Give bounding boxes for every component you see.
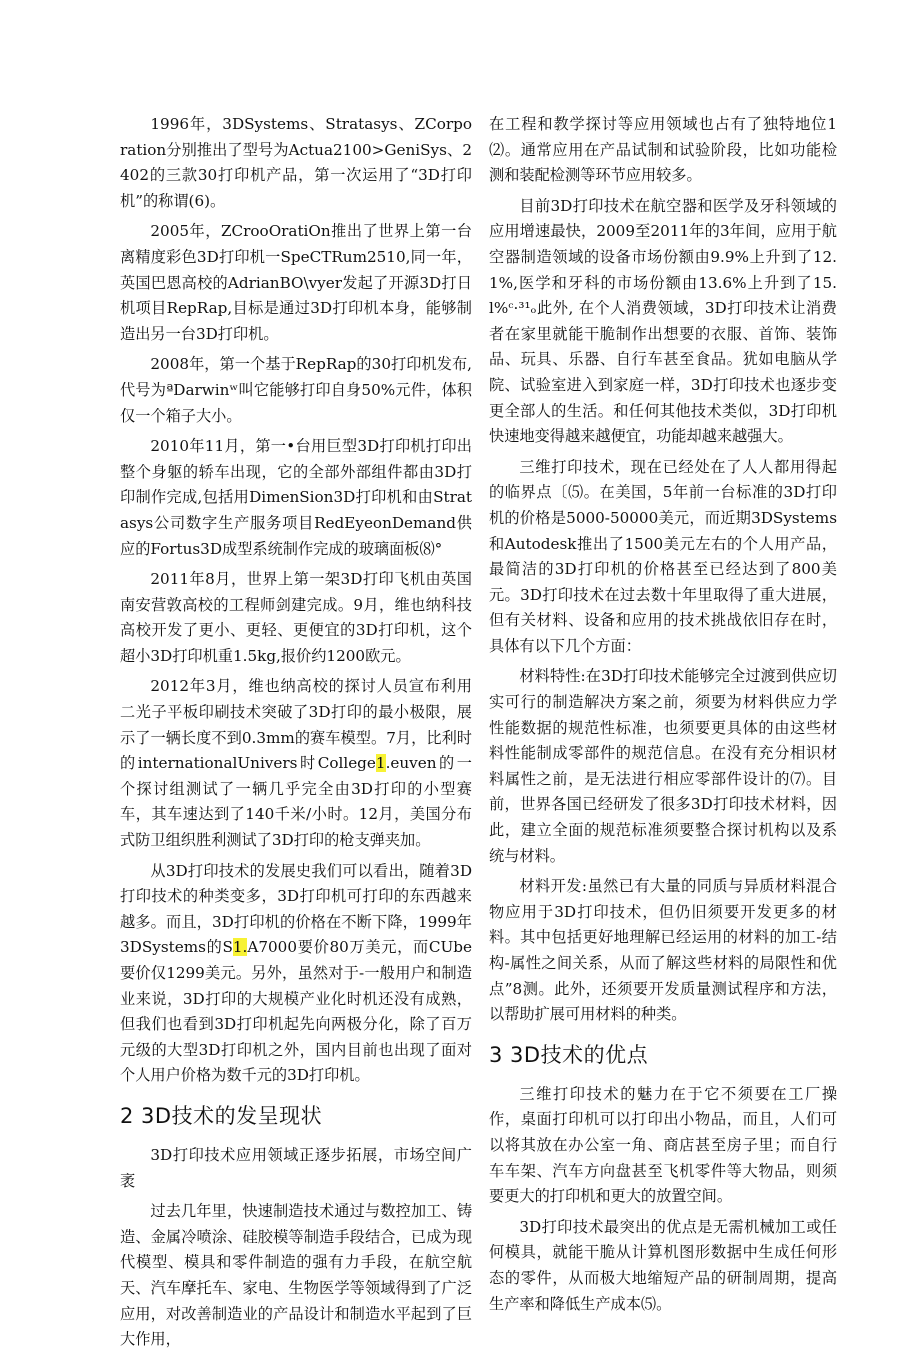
paragraph-charm: 三维打印技术的魅力在于它不须要在工厂操作，桌面打印机可以打印出小物品，而且，人们可以将其放在办公室一角、商店甚至房子里；而自行车车架、汽车方向盘甚至飞机零件等大物品，则须要更大的打印机和更大的放置空间。	[489, 1084, 837, 1206]
paragraph-history-summary	[120, 859, 472, 1089]
highlight-mark: 1	[375, 754, 386, 773]
right-column	[489, 112, 837, 1322]
section-heading-2: 2 3D技术的发呈现状	[120, 1103, 323, 1128]
section-heading-3: 3 3D技术的优点	[489, 1042, 649, 1067]
text-fragment: .euven的一个探讨组测试了一辆几乎完全由3D打印的小型赛车，其车速达到了140千米/小时。12月，美国分布式防卫组织胜利测试了3D打印的枪支弹夹加。	[120, 754, 472, 850]
paragraph-1996: 1996年，3DSystems、Stratasys、ZCorporation分别推出了型号为Actua2100>GeniSys、2402的三款30打印机产品，第一次运用了“3D打印机”的称谓(6)。	[120, 115, 472, 210]
paragraph-2012	[120, 674, 472, 853]
paragraph-material-development: 材料开发:虽然已有大量的同质与异质材料混合物应用于3D打印技术，但仍旧须要开发更多的材料。其中包括更好地理解已经运用的材料的加工-结构-属性之间关系，从而了解这些材料的局限性和优点”8测。此外，还须要开发质量测试程序和方法，以帮助扩展可用材料的种类。	[489, 877, 837, 1024]
text-fragment: A7000要价80万美元，而CUbe要价仅1299美元。另外，虽然对于-一般用户和制造业来说，3D打印的大规模产业化时机还没有成熟，但我们也看到3D打印机起先向两极分化，除了百万元级的大型3D打印机之外，国内目前也出现了面对个人用户价格为数千元的3D打印机。	[120, 938, 473, 1085]
paragraph-application-fields: 3D打印技术应用领域正逐步拓展，市场空间广袤	[120, 1145, 472, 1190]
paragraph-2010: 2010年11月，第一•台用巨型3D打印机打印出整个身躯的轿车出现，它的全部外部组件都由3D打印制作完成,包括用DimenSion3D打印机和由Stratasys公司数字生产服务项目RedEyeonDemand供应的Fortus3D成型系统制作完成的玻璃面板⑻°	[120, 437, 472, 558]
paragraph-continuation: 在工程和教学探讨等应用领域也占有了独特地位1⑵。通常应用在产品试制和试验阶段，比如功能检测和装配检测等环节应用较多。	[489, 115, 837, 185]
paragraph-market-growth: 目前3D打印技术在航空器和医学及牙科领域的应用增速最快，2009至2011年的3年间，应用于航空器制造领域的设备市场份额由9.9%上升到了12.1%,医学和牙科的市场份额由13.6%上升到了15.l%ᶜ·³¹ₒ此外, 在个人消费领域，3D打印技术让消费者在家里就能干脆制作出想要的衣服、首饰、装饰品、玩具、乐器、自行车甚至食品。犹如电脑从学院、试验室进入到家庭一样，3D打印技术也逐步变更全部人的生活。和任何其他技术类似，3D打印机快速地变得越来越便宜，功能却越来越强大。	[489, 196, 837, 446]
text-fragment: 2012年3月，维也纳高校的探讨人员宣布利用二光子平板印刷技术突破了3D打印的最小极限，展示了一辆长度不到0.3mm的赛车模型。7月，比利时的internationalUnivers时College	[120, 677, 472, 773]
paragraph-rapid-manufacturing: 过去几年里，快速制造技术通过与数控加工、铸造、金属冷喷涂、硅胶模等制造手段结合，已成为现代模型、模具和零件制造的强有力手段，在航空航天、汽车摩托车、家电、生物医学等领域得到了广泛应用，对改善制造业的产品设计和制造水平起到了巨大作用，	[120, 1202, 472, 1349]
text-fragment: 从3D打印技术的发展史我们可以看出，随着3D打印技术的种类变多，3D打印机可打印的东西越来越多。而且，3D打印机的价格在不断下降，1999年3DSystems的S	[120, 861, 472, 957]
highlight-mark: 1.	[232, 938, 248, 957]
paragraph-2008: 2008年，第一个基于RepRap的30打印机发布,代号为ªDarwinʷ叫它能够打印自身50%元件，体积仅一个箱子大小。	[120, 355, 472, 425]
paragraph-2011: 2011年8月，世界上第一架3D打印飞机由英国南安营敦高校的工程师剑建完成。9月，维也纳科技高校开发了更小、更轻、更便宜的3D打印机，这个超小3D打印机重1.5kg,报价约1200欧元。	[120, 570, 472, 665]
paragraph-2005: 2005年，ZCrooOratiOn推出了世界上第一台离精度彩色3D打印机一SpeCTRum2510,同一年，英国巴恩高校的AdrianBO\vyer发起了开源3D打日机项目RepRap,目标是通过3D打印机本身，能够制造出另一台3D打印机。	[120, 222, 472, 343]
left-column	[120, 112, 472, 1358]
paragraph-advantage: 3D打印技术最突出的优点是无需机械加工或任何模具，就能干脆从计算机图形数据中生成任何形态的零件，从而极大地缩短产品的研制周期，提高生产率和降低生产成本⑸。	[489, 1217, 837, 1313]
paragraph-critical-point: 三维打印技术，现在已经处在了人人都用得起的临界点〔⑸。在美国，5年前一台标准的3D打印机的价格是5000-50000美元，而近期3DSystems和Autodesk推出了1500美元左右的个人用产品，最简洁的3D打印机的价格甚至已经达到了800美元。3D打印技术在过去数十年里取得了重大进展，但有关材料、设备和应用的技术挑战依旧存在时，具体有以下几个方面：	[489, 457, 837, 655]
paragraph-material-properties: 材料特性:在3D打印技术能够完全过渡到供应切实可行的制造解决方案之前，须要为材料供应力学性能数据的规范性标准，也须要更具体的由这些材料性能制成零部件的规范信息。在没有充分相识材料属性之前，是无法进行相应零部件设计的⑺。目前，世界各国已经研发了很多3D打印技术材料，因此，建立全面的规范标准须要整合探讨机构以及系统与材料。	[489, 667, 837, 865]
